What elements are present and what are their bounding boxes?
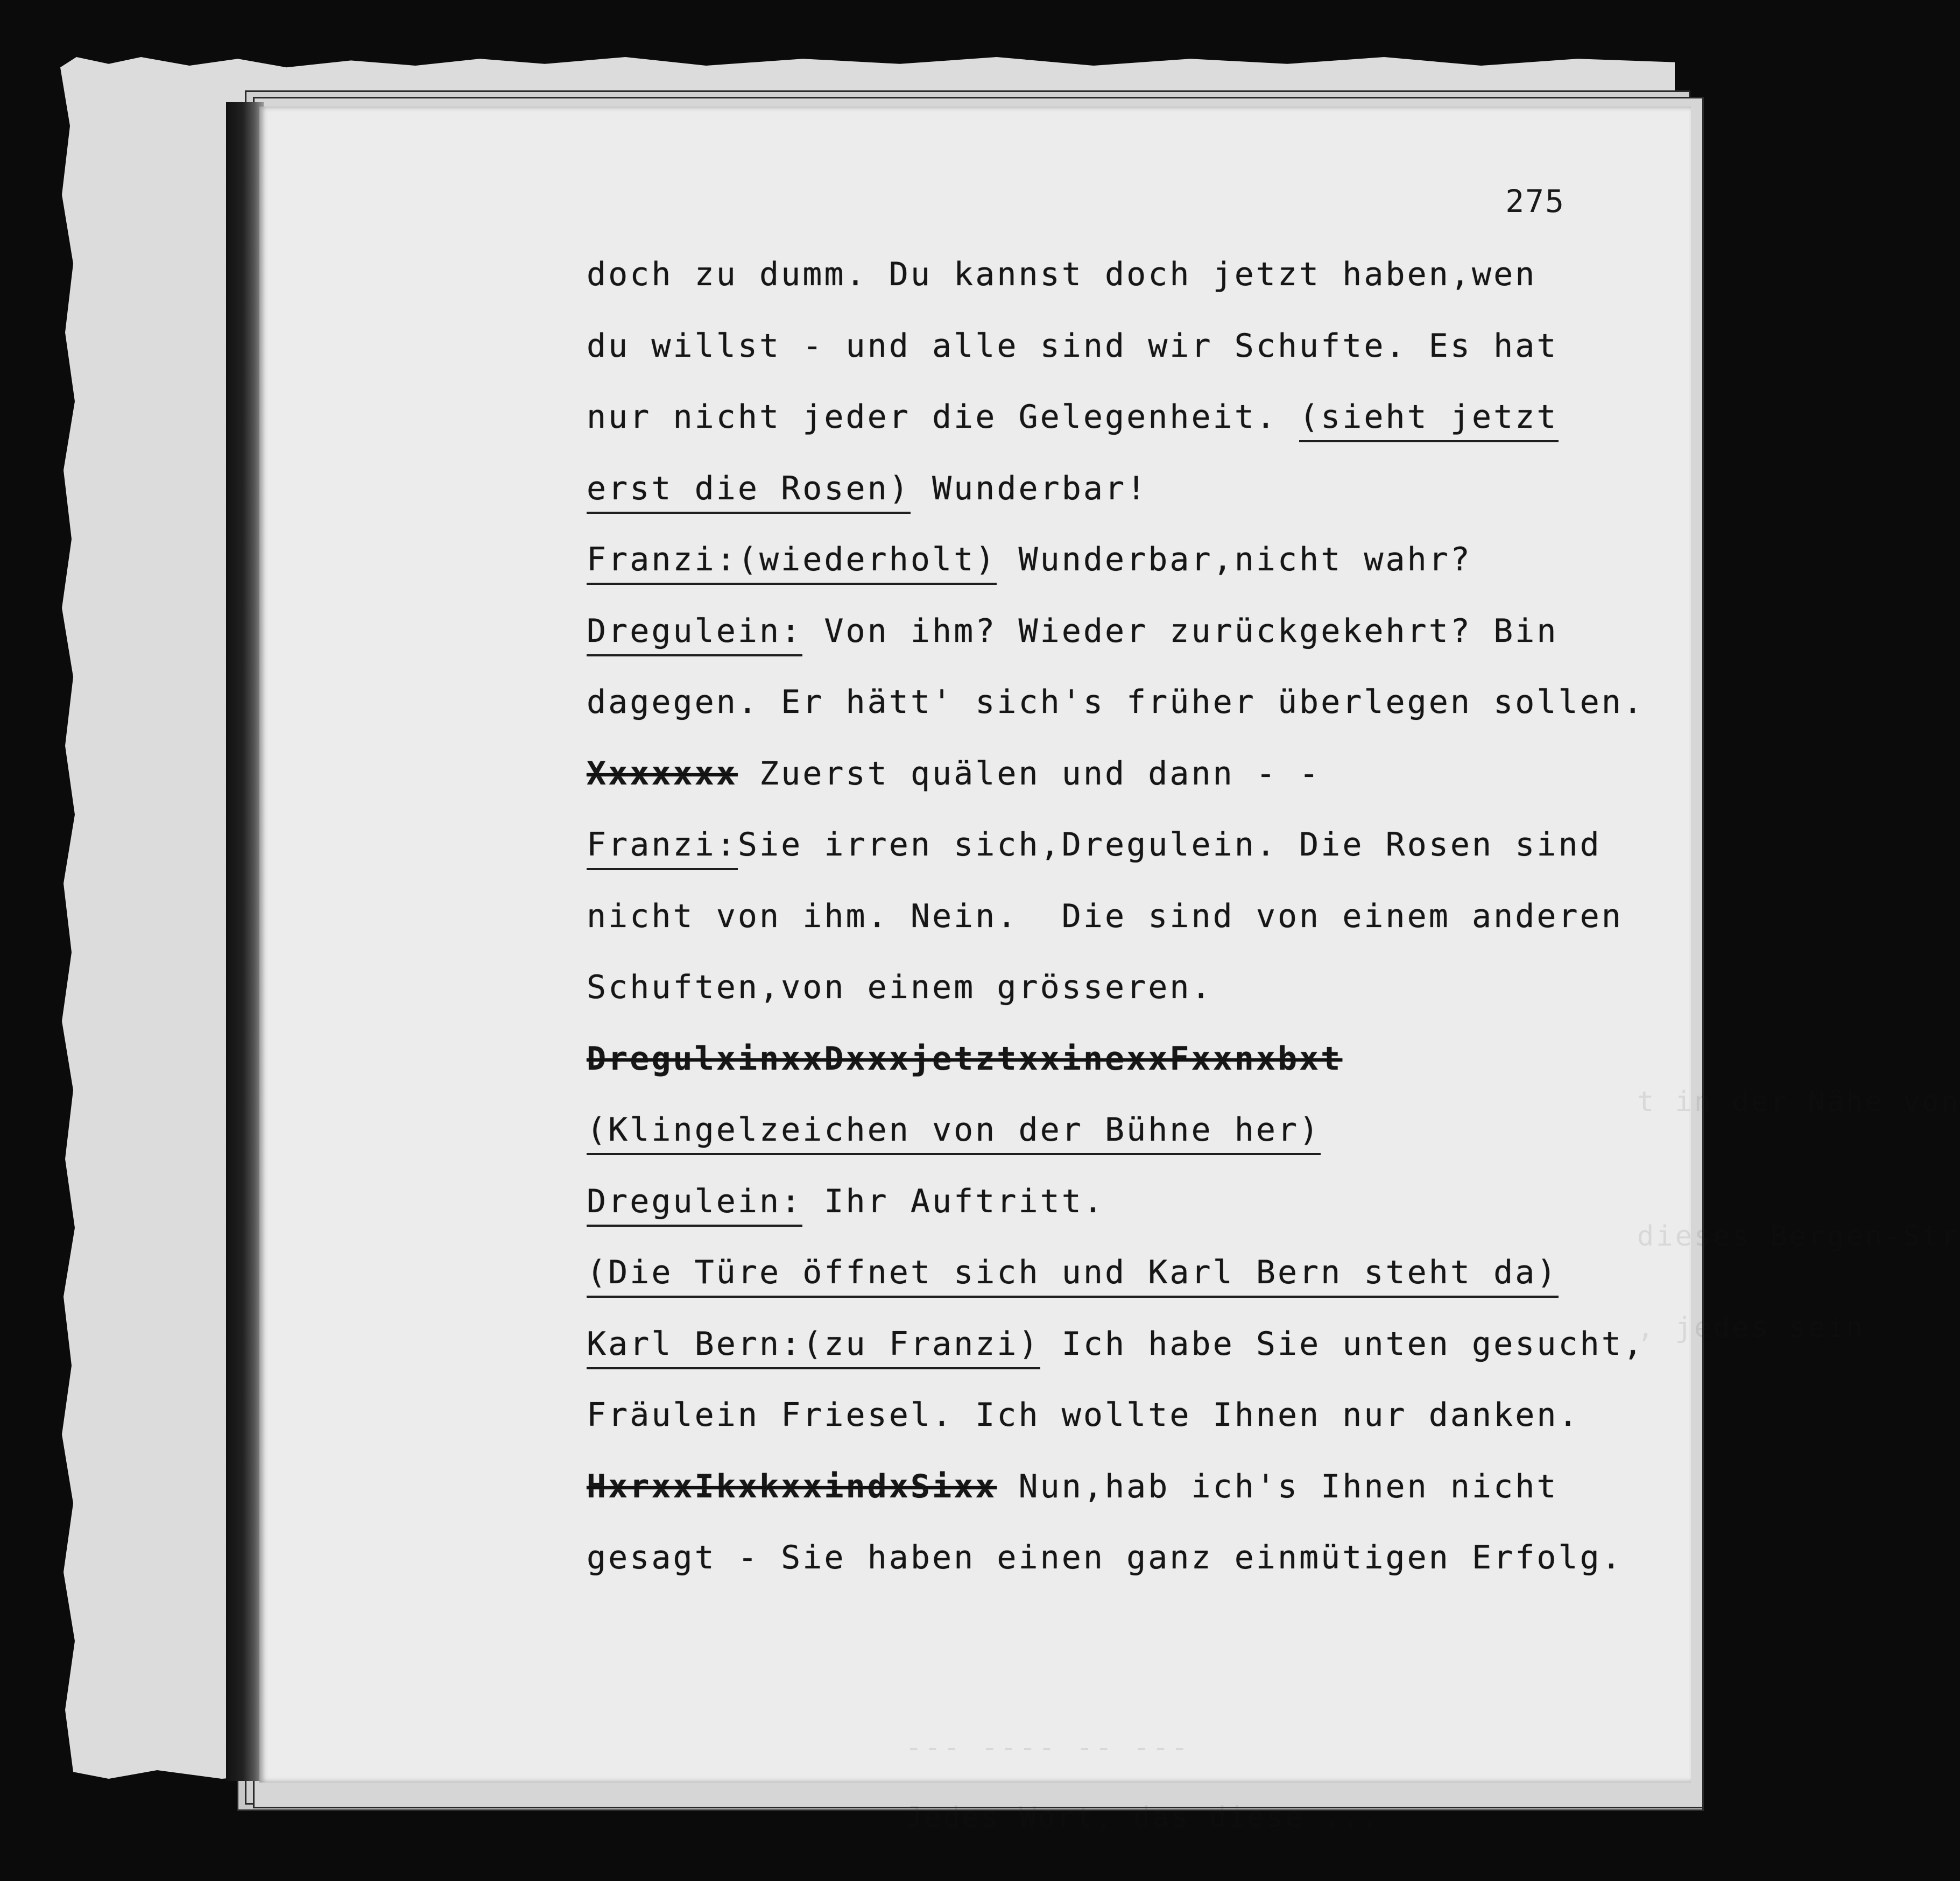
line-text: Schuften,von einem grösseren. — [587, 968, 1213, 1006]
speaker-label: Franzi: — [587, 826, 738, 870]
stage-direction: (Klingelzeichen von der Bühne her) — [587, 1111, 1321, 1155]
line-text: Nun,hab ich's Ihnen nicht — [997, 1467, 1559, 1505]
text-line — [587, 253, 1641, 324]
stage-direction: erst die Rosen) — [587, 470, 911, 514]
binding-shadow — [226, 102, 264, 1781]
struck-out-text: HxrxxIkxkxxindxSixx — [587, 1467, 997, 1505]
text-line — [587, 610, 1641, 681]
line-text: Zuerst quälen und dann - - — [737, 754, 1321, 793]
text-line — [587, 895, 1641, 966]
text-line — [587, 966, 1641, 1037]
line-text: Wunderbar! — [910, 469, 1148, 507]
line-text: Ihr Auftritt. — [802, 1182, 1105, 1220]
struck-out-text: Xxxxxxx — [587, 754, 738, 793]
text-line — [587, 823, 1641, 895]
text-line — [587, 752, 1641, 824]
line-text: Wunderbar,nicht wahr? — [997, 541, 1472, 578]
line-text: nur nicht jeder die Gelegenheit. — [587, 398, 1300, 436]
speaker-label: Franzi:(wiederholt) — [587, 541, 997, 585]
text-line — [587, 467, 1641, 539]
bleed-through: t in der Nähe von — [1637, 1086, 1960, 1118]
bleed-through: --- ---- -- --- — [905, 1731, 1190, 1764]
line-text: dagegen. Er hätt' sich's früher überlegen sollen. — [587, 683, 1645, 721]
struck-out-text: DregulxinxxDxxxjetztxxinexxFxxnxbxt — [587, 1040, 1343, 1078]
text-line — [587, 1108, 1641, 1180]
text-line — [587, 538, 1641, 610]
bleed-through: , jedes sein — [1637, 1312, 1865, 1344]
text-line — [587, 324, 1641, 396]
line-text: Von ihm? Wieder zurückgekehrt? Bin — [802, 612, 1559, 650]
text-line — [587, 1037, 1641, 1109]
speaker-label: Dregulein: — [587, 1183, 802, 1227]
typescript-text — [587, 253, 1645, 1608]
text-line — [587, 1323, 1645, 1394]
line-text: Ich habe Sie unten gesucht, — [1040, 1325, 1645, 1363]
text-line — [587, 395, 1641, 467]
line-text: doch zu dumm. Du kannst doch jetzt haben,wen — [587, 256, 1537, 293]
text-line — [587, 1536, 1641, 1608]
text-line — [587, 1394, 1641, 1465]
line-text: du willst - und alle sind wir Schufte. Es hat — [587, 327, 1559, 365]
speaker-label: Dregulein: — [587, 612, 802, 656]
line-text: Fräulein Friesel. Ich wollte Ihnen nur danken. — [587, 1396, 1580, 1434]
text-line — [587, 1251, 1641, 1323]
page-number: 275 — [1505, 183, 1565, 220]
bleed-through: Jedes Wort, das diese ... — [905, 1801, 1380, 1834]
stage-direction: (Die Türe öffnet sich und Karl Bern steht da) — [587, 1254, 1559, 1298]
stage-direction: (sieht jetzt — [1299, 398, 1558, 442]
line-text: Sie irren sich,Dregulein. Die Rosen sind — [737, 826, 1602, 864]
text-line — [587, 681, 1645, 752]
line-text: nicht von ihm. Nein. Die sind von einem anderen — [587, 897, 1623, 935]
speaker-label: Karl Bern:(zu Franzi) — [587, 1325, 1040, 1369]
text-line — [587, 1180, 1641, 1251]
text-line — [587, 1465, 1641, 1537]
line-text: gesagt - Sie haben einen ganz einmütigen Erfolg. — [587, 1539, 1623, 1576]
bleed-through: dieses Bergen-Str — [1637, 1220, 1960, 1253]
